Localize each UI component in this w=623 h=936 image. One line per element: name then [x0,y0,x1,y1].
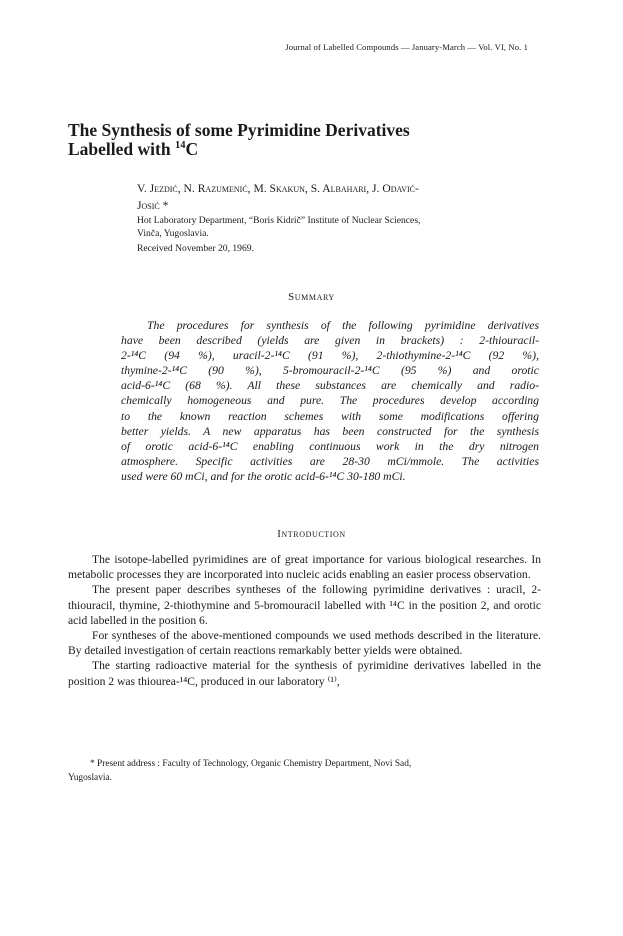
received-date: Received November 20, 1969. [137,243,254,254]
title-superscript: 14 [174,140,186,152]
title-line-2-prefix: Labelled with [68,139,175,159]
authors-line-2: Josić * [137,199,169,212]
paragraph: The present paper describes syntheses of the following pyrimidine derivatives : uracil, 2-thiouracil, thymine, 2-thiothymine and 5-bromouracil labelled with ¹⁴C in the position 2, and orotic acid labelled in the position 6. [68,583,541,627]
footnote [68,758,541,785]
title-line-1: The Synthesis of some Pyrimidine Derivatives [68,120,410,140]
summary-line: to the known reaction schemes with some modifications offering [121,409,539,423]
affiliation-line-2: Vinča, Yugoslavia. [137,228,209,239]
affiliation [137,214,537,240]
summary-line: better yields. A new apparatus has been constructed for the synthesis [121,424,539,438]
summary-line: chemically homogeneous and pure. The procedures develop according [121,394,539,408]
summary-line: thymine-2-¹⁴C (90 %), 5-bromouracil-2-¹⁴C (95 %) and orotic [121,364,539,378]
summary-line: 2-¹⁴C (94 %), uracil-2-¹⁴C (91 %), 2-thiothymine-2-¹⁴C (92 %), [121,349,539,363]
summary-line: The procedures for synthesis of the following pyrimidine derivatives [147,319,539,332]
summary-line: atmosphere. Specific activities are 28-30 mCi/mmole. The activities [121,454,539,468]
summary-abstract [121,318,539,484]
article-title [68,121,538,159]
introduction-body [68,552,541,689]
paragraph: For syntheses of the above-mentioned compounds we used methods described in the literature. By detailed investigation of certain reactions remarkably better yields were obtained. [68,629,541,658]
paragraph: The starting radioactive material for the synthesis of pyrimidine derivatives labelled in the position 2 was thiourea-¹⁴C, produced in our laboratory ⁽¹⁾, [68,659,541,688]
footnote-line-1: * Present address : Faculty of Technology, Organic Chemistry Department, Novi Sad, [90,759,412,769]
footnote-line-2: Yugoslavia. [68,772,113,783]
summary-heading: Summary [288,291,335,303]
summary-line: used were 60 mCi, and for the orotic acid-6-¹⁴C 30-180 mCi. [121,469,406,483]
summary-line: have been described (yields are given in brackets) : 2-thiouracil- [121,334,539,348]
running-head: Journal of Labelled Compounds — January-March — Vol. VI, No. 1 [285,42,528,52]
summary-line: acid-6-¹⁴C (68 %). All these substances are chemically and radio- [121,379,539,393]
affiliation-line-1: Hot Laboratory Department, “Boris Kidrič” Institute of Nuclear Sciences, [137,215,421,226]
paragraph: The isotope-labelled pyrimidines are of great importance for various biological researches. In metabolic processes they are incorporated into nucleic acids enabling an easier process observation. [68,553,541,582]
title-line-2-suffix: C [185,139,199,159]
summary-line: of orotic acid-6-¹⁴C enabling continuous work in the dry nitrogen [121,439,539,453]
introduction-heading: Introduction [277,528,346,540]
author-list [137,180,537,214]
authors-line-1: V. Jezdić, N. Razumenić, M. Skakun, S. Albahari, J. Odavić- [137,182,419,195]
